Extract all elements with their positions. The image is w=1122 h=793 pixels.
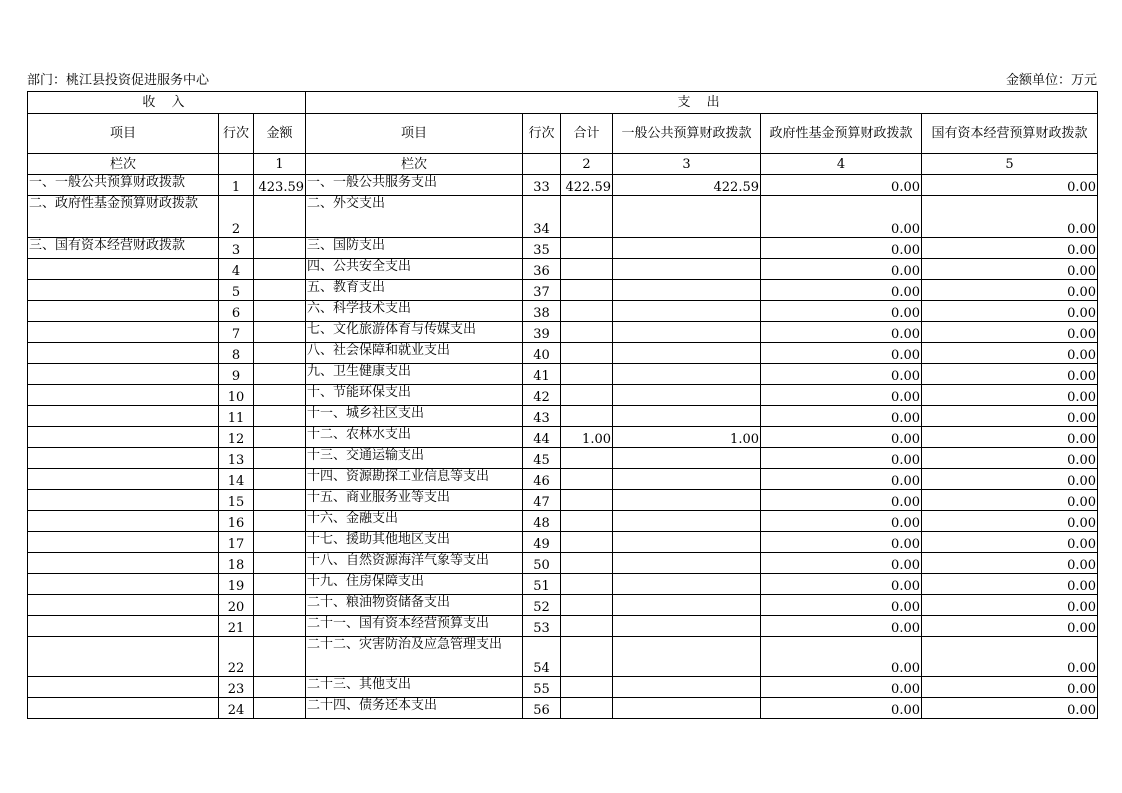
expense-state-capital-cell: 0.00 (922, 385, 1098, 406)
expense-col-general: 一般公共预算财政拨款 (613, 114, 761, 154)
expense-item-cell: 二十一、国有资本经营预算支出 (306, 616, 523, 637)
expense-general-cell (613, 343, 761, 364)
expense-gov-fund-cell: 0.00 (761, 532, 922, 553)
income-item-cell (28, 677, 219, 698)
income-item-cell (28, 511, 219, 532)
expense-gov-fund-cell: 0.00 (761, 406, 922, 427)
income-item-cell (28, 406, 219, 427)
income-line-cell: 1 (219, 175, 254, 196)
expense-lanci-total: 2 (561, 154, 613, 175)
expense-line-cell: 35 (523, 238, 561, 259)
income-item-cell (28, 637, 219, 677)
expense-col-state-capital: 国有资本经营预算财政拨款 (922, 114, 1098, 154)
expense-total-cell (561, 280, 613, 301)
table-row (28, 322, 1098, 343)
income-item-cell (28, 574, 219, 595)
income-line-cell: 4 (219, 259, 254, 280)
expense-total-cell (561, 574, 613, 595)
section-header-row (28, 92, 1098, 114)
expense-lanci-state-capital: 5 (922, 154, 1098, 175)
expense-state-capital-cell: 0.00 (922, 490, 1098, 511)
table-row (28, 196, 1098, 238)
expense-gov-fund-cell: 0.00 (761, 301, 922, 322)
expense-general-cell (613, 448, 761, 469)
expense-gov-fund-cell: 0.00 (761, 469, 922, 490)
expense-item-cell: 七、文化旅游体育与传媒支出 (306, 322, 523, 343)
table-row (28, 448, 1098, 469)
expense-general-cell (613, 322, 761, 343)
expense-total-cell (561, 238, 613, 259)
expense-line-cell: 54 (523, 637, 561, 677)
income-item-cell (28, 322, 219, 343)
expense-line-cell: 51 (523, 574, 561, 595)
income-item-cell (28, 532, 219, 553)
expense-general-cell (613, 595, 761, 616)
income-item-cell (28, 616, 219, 637)
expense-lanci-gov-fund: 4 (761, 154, 922, 175)
expense-general-cell (613, 280, 761, 301)
expense-gov-fund-cell: 0.00 (761, 238, 922, 259)
table-row (28, 511, 1098, 532)
expense-general-cell (613, 677, 761, 698)
expense-total-cell (561, 595, 613, 616)
expense-line-cell: 44 (523, 427, 561, 448)
table-row (28, 532, 1098, 553)
income-item-cell (28, 280, 219, 301)
expense-general-cell (613, 616, 761, 637)
expense-state-capital-cell: 0.00 (922, 238, 1098, 259)
expense-general-cell (613, 511, 761, 532)
income-item-cell (28, 427, 219, 448)
expense-item-cell: 二十四、债务还本支出 (306, 698, 523, 719)
expense-state-capital-cell: 0.00 (922, 469, 1098, 490)
income-line-cell: 21 (219, 616, 254, 637)
income-amount-cell (254, 511, 306, 532)
income-amount-cell (254, 322, 306, 343)
expense-total-cell (561, 322, 613, 343)
expense-item-cell: 四、公共安全支出 (306, 259, 523, 280)
income-item-cell (28, 448, 219, 469)
income-line-cell: 3 (219, 238, 254, 259)
expense-lanci-general: 3 (613, 154, 761, 175)
expense-col-gov-fund: 政府性基金预算财政拨款 (761, 114, 922, 154)
income-line-cell: 5 (219, 280, 254, 301)
expense-item-cell: 十三、交通运输支出 (306, 448, 523, 469)
table-row (28, 259, 1098, 280)
income-line-cell: 10 (219, 385, 254, 406)
expense-gov-fund-cell: 0.00 (761, 574, 922, 595)
expense-state-capital-cell: 0.00 (922, 574, 1098, 595)
expense-general-cell (613, 553, 761, 574)
income-line-cell: 17 (219, 532, 254, 553)
expense-state-capital-cell: 0.00 (922, 595, 1098, 616)
expense-state-capital-cell: 0.00 (922, 259, 1098, 280)
income-item-cell (28, 698, 219, 719)
table-row (28, 280, 1098, 301)
expense-item-cell: 十四、资源勘探工业信息等支出 (306, 469, 523, 490)
table-row (28, 175, 1098, 196)
expense-item-cell: 十二、农林水支出 (306, 427, 523, 448)
income-amount-cell (254, 427, 306, 448)
income-amount-cell (254, 448, 306, 469)
expense-line-cell: 55 (523, 677, 561, 698)
income-amount-cell (254, 616, 306, 637)
expense-general-cell (613, 532, 761, 553)
income-col-line: 行次 (219, 114, 254, 154)
lanci-row (28, 154, 1098, 175)
budget-table (27, 91, 1098, 719)
income-line-cell: 24 (219, 698, 254, 719)
income-lanci-label: 栏次 (28, 154, 219, 175)
expense-general-cell (613, 301, 761, 322)
income-amount-cell (254, 574, 306, 595)
expense-line-cell: 40 (523, 343, 561, 364)
expense-line-cell: 34 (523, 196, 561, 238)
expense-general-cell (613, 574, 761, 595)
income-amount-cell (254, 343, 306, 364)
expense-item-cell: 十八、自然资源海洋气象等支出 (306, 553, 523, 574)
expense-state-capital-cell: 0.00 (922, 677, 1098, 698)
expense-gov-fund-cell: 0.00 (761, 616, 922, 637)
table-row (28, 698, 1098, 719)
expense-general-cell (613, 698, 761, 719)
income-lanci-amount: 1 (254, 154, 306, 175)
table-row (28, 406, 1098, 427)
expense-state-capital-cell: 0.00 (922, 427, 1098, 448)
expense-line-cell: 41 (523, 364, 561, 385)
income-item-cell (28, 385, 219, 406)
expense-item-cell: 一、一般公共服务支出 (306, 175, 523, 196)
expense-total-cell (561, 343, 613, 364)
expense-line-cell: 46 (523, 469, 561, 490)
expense-gov-fund-cell: 0.00 (761, 595, 922, 616)
expense-state-capital-cell: 0.00 (922, 511, 1098, 532)
income-line-cell: 7 (219, 322, 254, 343)
income-line-cell: 6 (219, 301, 254, 322)
expense-line-cell: 33 (523, 175, 561, 196)
expense-total-cell (561, 637, 613, 677)
income-amount-cell (254, 259, 306, 280)
expense-total-cell (561, 385, 613, 406)
expense-item-cell: 十五、商业服务业等支出 (306, 490, 523, 511)
expense-col-total: 合计 (561, 114, 613, 154)
department-label: 部门：桃江县投资促进服务中心 (27, 73, 210, 88)
expense-state-capital-cell: 0.00 (922, 448, 1098, 469)
table-row (28, 616, 1098, 637)
table-row (28, 553, 1098, 574)
expense-total-cell (561, 553, 613, 574)
income-col-item: 项目 (28, 114, 219, 154)
expense-line-cell: 42 (523, 385, 561, 406)
expense-total-cell (561, 469, 613, 490)
income-item-cell: 二、政府性基金预算财政拨款 (28, 196, 219, 238)
table-row (28, 427, 1098, 448)
income-item-cell (28, 364, 219, 385)
expense-state-capital-cell: 0.00 (922, 637, 1098, 677)
expense-state-capital-cell: 0.00 (922, 343, 1098, 364)
table-row (28, 301, 1098, 322)
expense-col-item: 项目 (306, 114, 523, 154)
expense-general-cell (613, 469, 761, 490)
expense-general-cell (613, 196, 761, 238)
income-amount-cell (254, 532, 306, 553)
income-item-cell (28, 259, 219, 280)
income-lanci-line (219, 154, 254, 175)
expense-item-cell: 三、国防支出 (306, 238, 523, 259)
income-line-cell: 23 (219, 677, 254, 698)
expense-gov-fund-cell: 0.00 (761, 637, 922, 677)
expense-general-cell (613, 364, 761, 385)
income-line-cell: 19 (219, 574, 254, 595)
expense-state-capital-cell: 0.00 (922, 616, 1098, 637)
income-line-cell: 8 (219, 343, 254, 364)
expense-general-cell (613, 385, 761, 406)
expense-general-cell (613, 406, 761, 427)
income-line-cell: 2 (219, 196, 254, 238)
expense-line-cell: 39 (523, 322, 561, 343)
expense-general-cell (613, 490, 761, 511)
expense-col-line: 行次 (523, 114, 561, 154)
income-amount-cell: 423.59 (254, 175, 306, 196)
expense-item-cell: 六、科学技术支出 (306, 301, 523, 322)
expense-state-capital-cell: 0.00 (922, 364, 1098, 385)
expense-total-cell (561, 364, 613, 385)
income-amount-cell (254, 677, 306, 698)
expense-item-cell: 九、卫生健康支出 (306, 364, 523, 385)
expense-lanci-label: 栏次 (306, 154, 523, 175)
table-row (28, 385, 1098, 406)
expense-total-cell: 1.00 (561, 427, 613, 448)
income-item-cell (28, 469, 219, 490)
expense-gov-fund-cell: 0.00 (761, 385, 922, 406)
expense-total-cell (561, 511, 613, 532)
table-row (28, 343, 1098, 364)
income-line-cell: 22 (219, 637, 254, 677)
expense-line-cell: 43 (523, 406, 561, 427)
income-amount-cell (254, 301, 306, 322)
expense-state-capital-cell: 0.00 (922, 698, 1098, 719)
expense-lanci-line (523, 154, 561, 175)
income-item-cell: 三、国有资本经营财政拨款 (28, 238, 219, 259)
income-item-cell: 一、一般公共预算财政拨款 (28, 175, 219, 196)
expense-line-cell: 50 (523, 553, 561, 574)
expense-total-cell: 422.59 (561, 175, 613, 196)
column-header-row (28, 114, 1098, 154)
income-line-cell: 13 (219, 448, 254, 469)
expense-gov-fund-cell: 0.00 (761, 490, 922, 511)
income-item-cell (28, 343, 219, 364)
income-line-cell: 16 (219, 511, 254, 532)
expense-item-cell: 二、外交支出 (306, 196, 523, 238)
expense-gov-fund-cell: 0.00 (761, 175, 922, 196)
expense-state-capital-cell: 0.00 (922, 532, 1098, 553)
expense-general-cell (613, 238, 761, 259)
expense-total-cell (561, 532, 613, 553)
expense-general-cell: 1.00 (613, 427, 761, 448)
expense-total-cell (561, 406, 613, 427)
table-row (28, 574, 1098, 595)
expense-general-cell (613, 259, 761, 280)
table-row (28, 677, 1098, 698)
expense-total-cell (561, 698, 613, 719)
income-amount-cell (254, 595, 306, 616)
income-amount-cell (254, 196, 306, 238)
expense-item-cell: 十九、住房保障支出 (306, 574, 523, 595)
income-amount-cell (254, 637, 306, 677)
expense-state-capital-cell: 0.00 (922, 553, 1098, 574)
income-line-cell: 14 (219, 469, 254, 490)
expense-total-cell (561, 616, 613, 637)
expense-item-cell: 八、社会保障和就业支出 (306, 343, 523, 364)
expense-section-title: 支 出 (306, 92, 1098, 114)
income-amount-cell (254, 490, 306, 511)
income-line-cell: 20 (219, 595, 254, 616)
income-section-title: 收 入 (28, 92, 306, 114)
expense-gov-fund-cell: 0.00 (761, 677, 922, 698)
expense-line-cell: 49 (523, 532, 561, 553)
expense-state-capital-cell: 0.00 (922, 196, 1098, 238)
income-amount-cell (254, 553, 306, 574)
expense-item-cell: 十六、金融支出 (306, 511, 523, 532)
expense-gov-fund-cell: 0.00 (761, 698, 922, 719)
expense-line-cell: 37 (523, 280, 561, 301)
expense-state-capital-cell: 0.00 (922, 406, 1098, 427)
expense-total-cell (561, 490, 613, 511)
table-row (28, 637, 1098, 677)
unit-label: 金额单位：万元 (1005, 73, 1097, 88)
expense-gov-fund-cell: 0.00 (761, 364, 922, 385)
expense-gov-fund-cell: 0.00 (761, 280, 922, 301)
expense-gov-fund-cell: 0.00 (761, 343, 922, 364)
expense-gov-fund-cell: 0.00 (761, 259, 922, 280)
income-item-cell (28, 490, 219, 511)
expense-item-cell: 五、教育支出 (306, 280, 523, 301)
income-line-cell: 12 (219, 427, 254, 448)
table-row (28, 364, 1098, 385)
expense-total-cell (561, 677, 613, 698)
income-line-cell: 11 (219, 406, 254, 427)
expense-gov-fund-cell: 0.00 (761, 553, 922, 574)
expense-item-cell: 十、节能环保支出 (306, 385, 523, 406)
expense-line-cell: 48 (523, 511, 561, 532)
expense-line-cell: 47 (523, 490, 561, 511)
income-amount-cell (254, 280, 306, 301)
expense-item-cell: 二十、粮油物资储备支出 (306, 595, 523, 616)
expense-general-cell (613, 637, 761, 677)
expense-total-cell (561, 448, 613, 469)
expense-line-cell: 56 (523, 698, 561, 719)
expense-total-cell (561, 259, 613, 280)
expense-total-cell (561, 196, 613, 238)
expense-state-capital-cell: 0.00 (922, 301, 1098, 322)
income-amount-cell (254, 469, 306, 490)
expense-state-capital-cell: 0.00 (922, 280, 1098, 301)
expense-item-cell: 十一、城乡社区支出 (306, 406, 523, 427)
report-header (27, 72, 1097, 90)
income-amount-cell (254, 698, 306, 719)
income-line-cell: 15 (219, 490, 254, 511)
expense-state-capital-cell: 0.00 (922, 322, 1098, 343)
income-item-cell (28, 553, 219, 574)
income-amount-cell (254, 385, 306, 406)
expense-line-cell: 52 (523, 595, 561, 616)
table-row (28, 238, 1098, 259)
expense-line-cell: 53 (523, 616, 561, 637)
income-col-amount: 金额 (254, 114, 306, 154)
expense-general-cell: 422.59 (613, 175, 761, 196)
income-line-cell: 9 (219, 364, 254, 385)
income-line-cell: 18 (219, 553, 254, 574)
expense-item-cell: 二十二、灾害防治及应急管理支出 (306, 637, 523, 677)
table-row (28, 490, 1098, 511)
expense-item-cell: 十七、援助其他地区支出 (306, 532, 523, 553)
expense-gov-fund-cell: 0.00 (761, 511, 922, 532)
expense-gov-fund-cell: 0.00 (761, 427, 922, 448)
expense-gov-fund-cell: 0.00 (761, 448, 922, 469)
income-amount-cell (254, 364, 306, 385)
expense-line-cell: 36 (523, 259, 561, 280)
income-item-cell (28, 595, 219, 616)
income-amount-cell (254, 406, 306, 427)
expense-total-cell (561, 301, 613, 322)
income-item-cell (28, 301, 219, 322)
expense-item-cell: 二十三、其他支出 (306, 677, 523, 698)
table-row (28, 595, 1098, 616)
expense-line-cell: 38 (523, 301, 561, 322)
expense-gov-fund-cell: 0.00 (761, 196, 922, 238)
expense-state-capital-cell: 0.00 (922, 175, 1098, 196)
table-row (28, 469, 1098, 490)
expense-gov-fund-cell: 0.00 (761, 322, 922, 343)
income-amount-cell (254, 238, 306, 259)
expense-line-cell: 45 (523, 448, 561, 469)
